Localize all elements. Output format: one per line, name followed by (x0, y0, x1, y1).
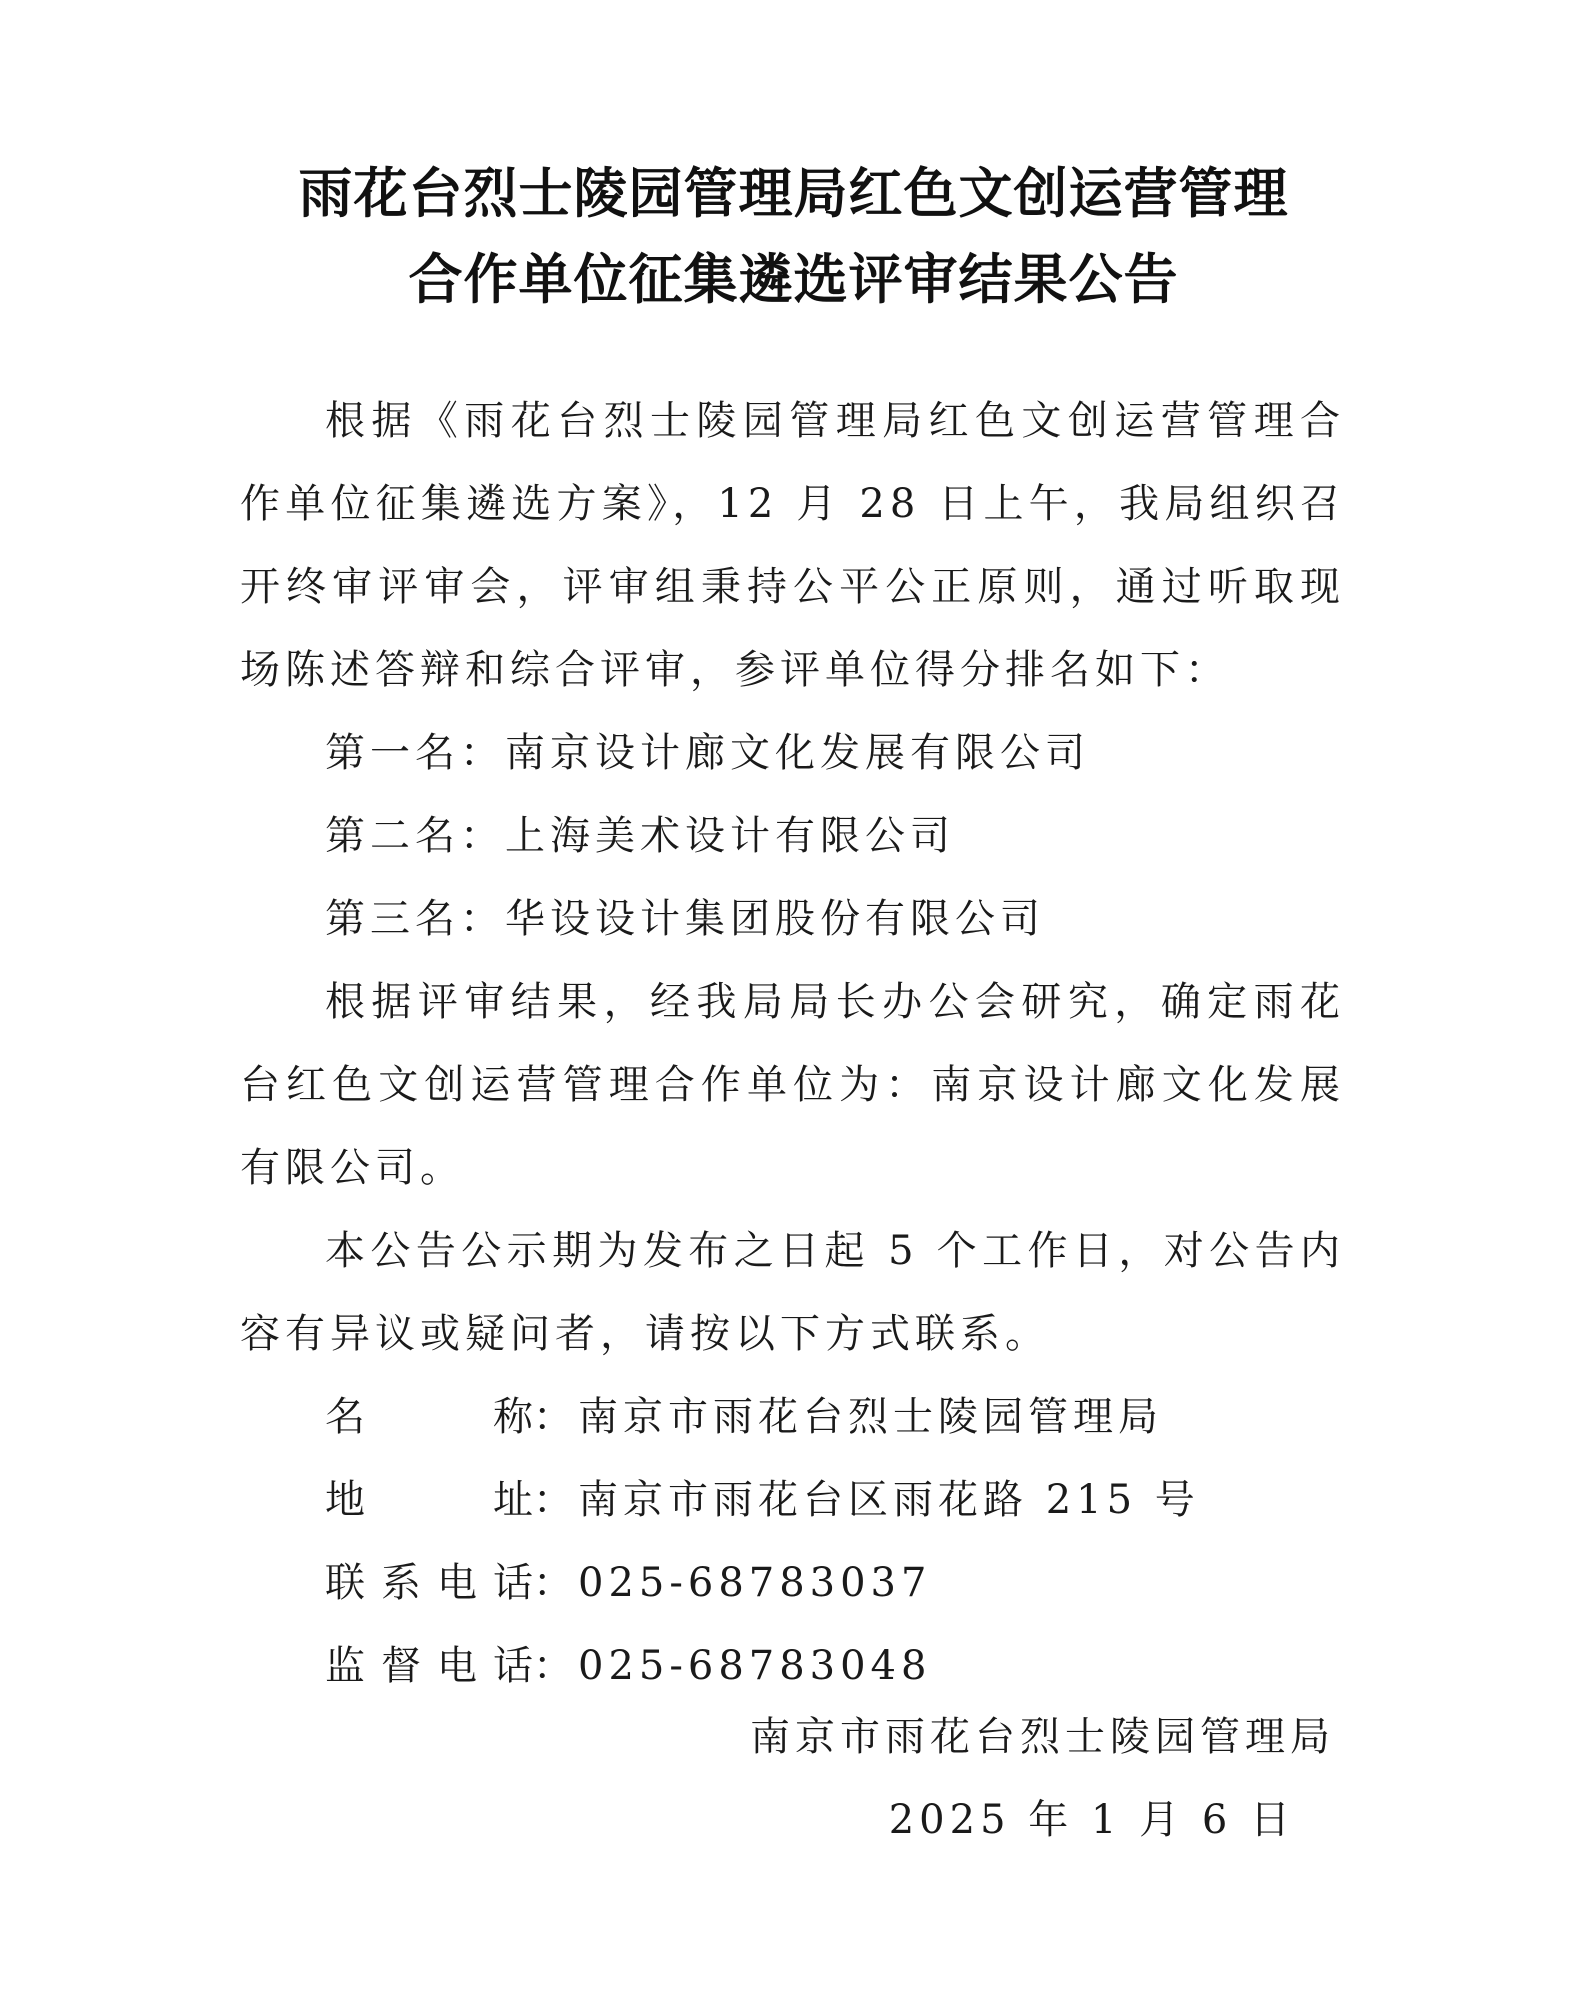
intro-paragraph: 根据《雨花台烈士陵园管理局红色文创运营管理合作单位征集遴选方案》，12 月 28 日上午，我局组织召开终审评审会，评审组秉持公平公正原则，通过听取现场陈述答辩和综合评审，参评单位得分排名如下： (240, 398, 1345, 693)
contact-value: 025-68783048 (578, 1643, 932, 1689)
contact-item-address (240, 1459, 1345, 1542)
title-line-2: 合作单位征集遴选评审结果公告 (408, 247, 1179, 311)
ranking-label: 第一名： (325, 730, 505, 776)
contact-value: 025-68783037 (578, 1560, 932, 1606)
contact-label: 名称 (325, 1394, 533, 1440)
ranking-label: 第三名： (325, 896, 505, 942)
signature-org: 南京市雨花台烈士陵园管理局 (750, 1714, 1335, 1760)
contact-value: 南京市雨花台区雨花路 215 号 (578, 1477, 1200, 1523)
decision-paragraph: 根据评审结果，经我局局长办公会研究，确定雨花台红色文创运营管理合作单位为：南京设计廊文化发展有限公司。 (240, 979, 1345, 1191)
ranking-item-3 (240, 878, 1345, 961)
contact-colon: ： (533, 1477, 578, 1523)
document-body (240, 380, 1345, 1708)
title-line-1: 雨花台烈士陵园管理局红色文创运营管理 (298, 161, 1289, 225)
ranking-company: 华设设计集团股份有限公司 (505, 896, 1045, 942)
contact-label: 地址 (325, 1477, 533, 1523)
contact-item-phone (240, 1542, 1345, 1625)
contact-colon: ： (533, 1560, 578, 1606)
contact-colon: ： (533, 1394, 578, 1440)
ranking-company: 上海美术设计有限公司 (505, 813, 955, 859)
signature-date: 2025 年 1 月 6 日 (888, 1797, 1295, 1843)
contact-colon: ： (533, 1643, 578, 1689)
contact-label: 监督电话 (325, 1643, 533, 1689)
contact-item-name (240, 1376, 1345, 1459)
contact-label: 联系电话 (325, 1560, 533, 1606)
contact-value: 南京市雨花台烈士陵园管理局 (578, 1394, 1163, 1440)
signature-block (750, 1696, 1335, 1862)
document-title (180, 150, 1407, 322)
ranking-label: 第二名： (325, 813, 505, 859)
notice-paragraph: 本公告公示期为发布之日起 5 个工作日，对公告内容有异议或疑问者，请按以下方式联系。 (240, 1228, 1345, 1357)
ranking-item-1 (240, 712, 1345, 795)
ranking-item-2 (240, 795, 1345, 878)
ranking-company: 南京设计廊文化发展有限公司 (505, 730, 1090, 776)
